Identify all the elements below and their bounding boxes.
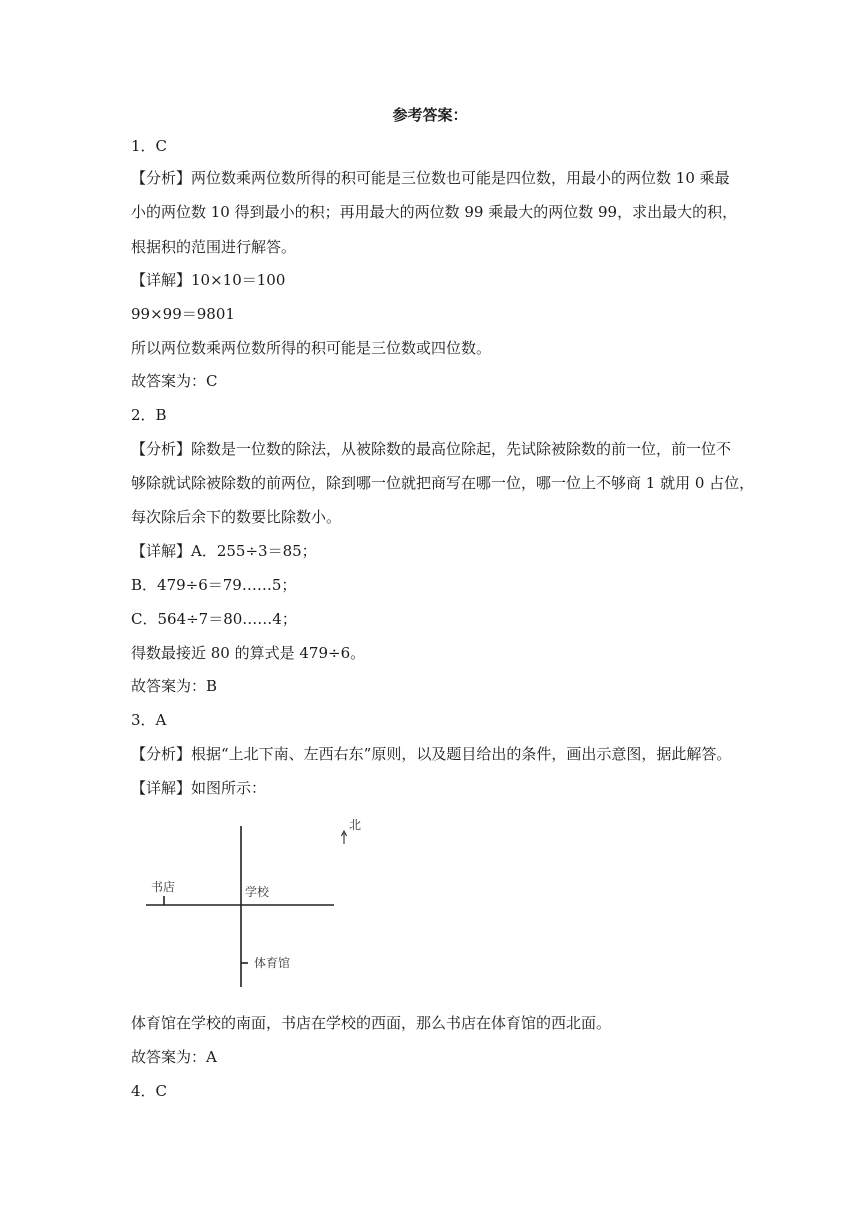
q2-detail-line-2: B．479÷6＝79……5； [131, 576, 297, 594]
q3-detail-line-1: 【详解】如图所示： [131, 779, 267, 797]
q3-number: 3．A [131, 711, 167, 729]
q2-detail-line-4: 得数最接近 80 的算式是 479÷6。 [131, 644, 366, 662]
q1-detail-line-1: 【详解】10×10＝100 [131, 271, 286, 289]
page-title: 参考答案： [392, 106, 468, 124]
q1-analysis-line-3: 根据积的范围进行解答。 [131, 238, 297, 256]
q2-detail-line-3: C．564÷7＝80……4； [131, 610, 297, 628]
q4-number: 4．C [131, 1082, 168, 1100]
q1-answer: 故答案为：C [131, 372, 218, 390]
q2-analysis-line-1: 【分析】除数是一位数的除法，从被除数的最高位除起，先试除被除数的前一位，前一位不 [131, 440, 732, 458]
q2-number: 2．B [131, 406, 167, 424]
q1-detail-line-2: 99×99＝9801 [131, 305, 235, 323]
bookstore-label: 书店 [151, 880, 176, 894]
north-label: 北 [349, 818, 362, 832]
q3-conclusion: 体育馆在学校的南面，书店在学校的西面，那么书店在体育馆的西北面。 [131, 1014, 612, 1032]
q2-analysis-line-2: 够除就试除被除数的前两位，除到哪一位就把商写在哪一位，哪一位上不够商 1 就用 0 占位， [131, 474, 755, 492]
q2-analysis-line-3: 每次除后余下的数要比除数小。 [131, 508, 342, 526]
q1-detail-line-3: 所以两位数乘两位数所得的积可能是三位数或四位数。 [131, 339, 492, 357]
q1-analysis-line-1: 【分析】两位数乘两位数所得的积可能是三位数也可能是四位数，用最小的两位数 10 乘最 [131, 169, 730, 187]
q3-analysis-line-1: 【分析】根据“上北下南、左西右东”原则，以及题目给出的条件，画出示意图，据此解答。 [131, 745, 732, 763]
q2-answer: 故答案为：B [131, 677, 218, 695]
q1-analysis-line-2: 小的两位数 10 得到最小的积；再用最大的两位数 99 乘最大的两位数 99，求出最大的积， [131, 203, 738, 221]
school-label: 学校 [245, 885, 270, 899]
q3-answer: 故答案为：A [131, 1048, 217, 1066]
q1-number: 1．C [131, 137, 168, 155]
q2-detail-line-1: 【详解】A．255÷3＝85； [131, 542, 317, 560]
direction-diagram [140, 812, 380, 992]
gym-label: 体育馆 [254, 956, 291, 970]
